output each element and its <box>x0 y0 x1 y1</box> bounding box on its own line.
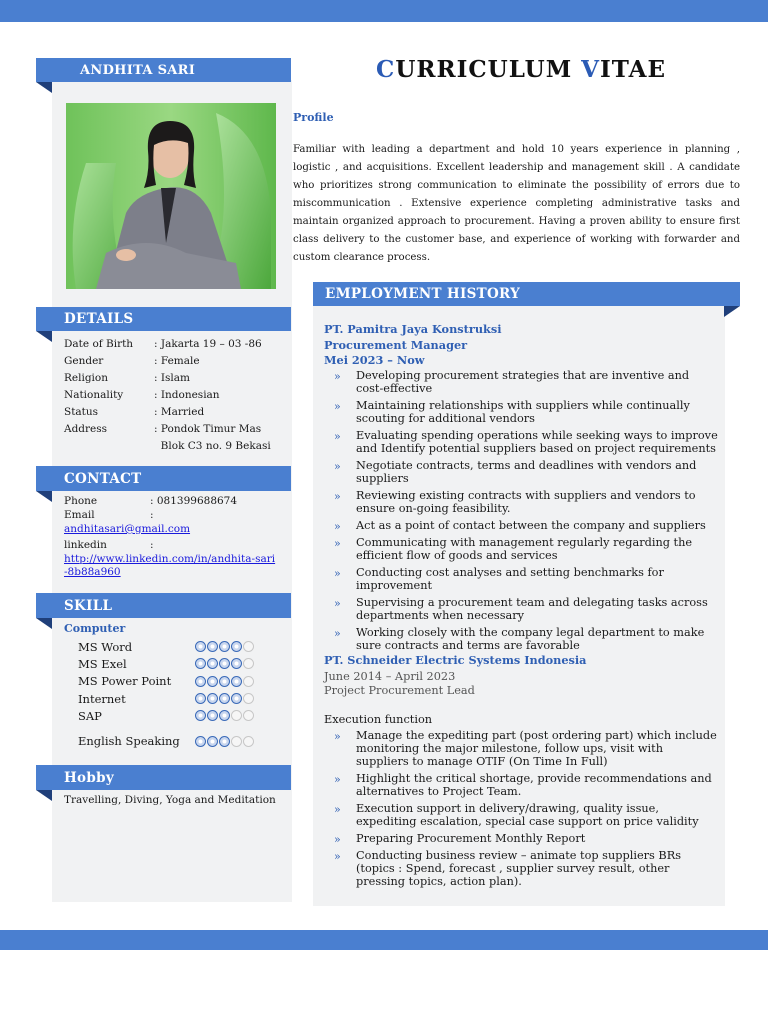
title-initial: V <box>581 56 601 83</box>
duty-text: Preparing Procurement Monthly Report <box>356 832 586 845</box>
rating-dot-icon <box>243 736 254 747</box>
rating-dot-icon <box>243 710 254 721</box>
duty-item <box>324 489 719 515</box>
top-decorative-bar <box>0 0 768 22</box>
job-role: Procurement Manager <box>324 337 468 352</box>
rating-dot-icon <box>243 641 254 652</box>
portrait-image <box>66 103 276 289</box>
skill-rating <box>195 710 254 721</box>
duty-text: Developing procurement strategies that are inventive and cost-effective <box>356 368 690 395</box>
duty-item <box>324 399 719 425</box>
double-chevron-right-icon: » <box>334 459 341 473</box>
detail-value: : Married <box>154 406 205 418</box>
rating-dot-icon <box>219 736 230 747</box>
email-colon: : <box>150 509 154 521</box>
job-company: PT. Schneider Electric Systems Indonesia <box>324 652 587 667</box>
double-chevron-right-icon: » <box>334 850 341 863</box>
duty-text: Negotiate contracts, terms and deadlines with vendors and suppliers <box>356 458 697 485</box>
skill-name: English Speaking <box>78 734 180 749</box>
rating-dot-icon <box>219 641 230 652</box>
detail-label: Status <box>64 406 99 418</box>
job-function-label: Execution function <box>324 713 433 726</box>
detail-row <box>64 404 289 421</box>
rating-dot-icon <box>219 676 230 687</box>
duty-item <box>324 849 719 888</box>
rating-dot-icon <box>207 676 218 687</box>
skill-name: MS Power Point <box>78 674 172 689</box>
detail-row <box>64 438 289 455</box>
detail-value: Blok C3 no. 9 Bekasi <box>154 440 271 452</box>
rating-dot-icon <box>195 676 206 687</box>
rating-dot-icon <box>231 693 242 704</box>
skill-name: SAP <box>78 708 102 723</box>
skill-row <box>78 732 278 749</box>
rating-dot-icon <box>219 710 230 721</box>
double-chevron-right-icon: » <box>334 489 341 503</box>
duty-text: Execution support in delivery/drawing, quality issue, expediting escalation, special case support on price validity <box>356 802 699 828</box>
rating-dot-icon <box>219 658 230 669</box>
double-chevron-right-icon: » <box>334 626 341 640</box>
duty-item <box>324 772 719 798</box>
duty-item <box>324 832 719 845</box>
skill-row <box>78 655 278 672</box>
rating-dot-icon <box>231 658 242 669</box>
skill-name: Internet <box>78 691 126 706</box>
rating-dot-icon <box>243 693 254 704</box>
profile-heading: Profile <box>293 111 334 124</box>
double-chevron-right-icon: » <box>334 730 341 743</box>
duty-text: Conducting cost analyses and setting benchmarks for improvement <box>356 565 664 592</box>
rating-dot-icon <box>195 658 206 669</box>
detail-row <box>64 421 289 438</box>
rating-dot-icon <box>243 676 254 687</box>
job-duties <box>324 729 719 888</box>
double-chevron-right-icon: » <box>334 596 341 610</box>
details-banner <box>36 307 291 331</box>
double-chevron-right-icon: » <box>334 803 341 816</box>
detail-label: Gender <box>64 355 104 367</box>
rating-dot-icon <box>231 710 242 721</box>
contact-heading: CONTACT <box>64 470 142 487</box>
detail-label: Nationality <box>64 389 124 401</box>
detail-value: : Female <box>154 355 200 367</box>
double-chevron-right-icon: » <box>334 536 341 550</box>
skill-rating <box>195 736 254 747</box>
job-duties <box>324 369 719 652</box>
duty-item <box>324 596 719 622</box>
detail-value: : Jakarta 19 – 03 -86 <box>154 338 262 350</box>
hobby-text: Travelling, Diving, Yoga and Meditation <box>64 794 276 806</box>
rating-dot-icon <box>207 710 218 721</box>
duty-item <box>324 459 719 485</box>
detail-row <box>64 370 289 387</box>
contact-list <box>64 495 289 579</box>
rating-dot-icon <box>207 641 218 652</box>
banner-fold <box>36 331 52 342</box>
duty-item <box>324 519 719 532</box>
double-chevron-right-icon: » <box>334 519 341 533</box>
email-label: Email <box>64 509 95 521</box>
duty-item <box>324 429 719 455</box>
job-period: June 2014 – April 2023 <box>324 670 456 683</box>
skill-row <box>78 690 278 707</box>
page-title <box>376 56 666 83</box>
linkedin-label: linkedin <box>64 539 107 551</box>
detail-label: Religion <box>64 372 108 384</box>
detail-label <box>64 438 154 455</box>
skill-rating <box>195 641 254 652</box>
duty-text: Communicating with management regularly regarding the efficient flow of goods and services <box>356 535 693 562</box>
profile-summary: Familiar with leading a department and hold 10 years experience in planning , logistic , and acquisitions. Excellent leadership and management skill . A candidate who prioritizes strong communication to eliminate the possibility of errors due to miscommunication . Extensive experience completing administrative tasks and maintain organized approach to procurement. Having a proven ability to ensure first class delivery to the customer base, and experience of working with forwarder and custom clearance process. <box>293 144 740 263</box>
skill-row <box>78 673 278 690</box>
detail-row <box>64 353 289 370</box>
duty-text: Supervising a procurement team and delegating tasks across departments when necessary <box>356 595 708 622</box>
candidate-name: ANDHITA SARI <box>80 62 196 78</box>
duty-text: Conducting business review – animate top suppliers BRs (topics : Spend, forecast , supplier survey result, other pressing topics, action plan). <box>356 849 682 888</box>
duty-text: Highlight the critical shortage, provide recommendations and alternatives to Project Team. <box>356 772 712 798</box>
skill-banner <box>36 593 291 618</box>
contact-banner <box>36 466 291 491</box>
rating-dot-icon <box>207 736 218 747</box>
rating-dot-icon <box>219 693 230 704</box>
profile-photo <box>66 103 276 289</box>
rating-dot-icon <box>231 641 242 652</box>
title-part: ITAE <box>600 56 667 83</box>
name-banner <box>36 58 291 82</box>
double-chevron-right-icon: » <box>334 566 341 580</box>
rating-dot-icon <box>195 693 206 704</box>
detail-value: : Indonesian <box>154 389 220 401</box>
hobby-banner <box>36 765 291 790</box>
email-link[interactable]: andhitasari@gmail.com <box>64 523 191 535</box>
rating-dot-icon <box>207 658 218 669</box>
duty-item <box>324 536 719 562</box>
detail-label: Address <box>64 423 108 435</box>
bottom-decorative-bar <box>0 930 768 950</box>
duty-text: Evaluating spending operations while seeking ways to improve and Identify potential suppliers based on project requirements <box>356 428 718 455</box>
phone-label: Phone <box>64 495 98 507</box>
double-chevron-right-icon: » <box>334 399 341 413</box>
skill-rating <box>195 693 254 704</box>
skill-subheading: Computer <box>64 622 126 635</box>
rating-dot-icon <box>231 736 242 747</box>
duty-text: Manage the expediting part (post ordering part) which include monitoring the major milestone, follow ups, visit with suppliers to manage OTIF (On Time In Full) <box>356 729 717 768</box>
email-row <box>64 509 289 522</box>
skill-row <box>78 707 278 724</box>
double-chevron-right-icon: » <box>334 369 341 383</box>
duty-item <box>324 626 719 652</box>
rating-dot-icon <box>243 658 254 669</box>
skill-name: MS Exel <box>78 656 127 671</box>
employment-list <box>324 322 719 892</box>
rating-dot-icon <box>195 710 206 721</box>
skill-rating <box>195 676 254 687</box>
detail-row <box>64 387 289 404</box>
linkedin-link[interactable]: http://www.linkedin.com/in/andhita-sari-8b88a960 <box>64 553 276 578</box>
skill-row <box>78 638 278 655</box>
rating-dot-icon <box>195 641 206 652</box>
skill-heading: SKILL <box>64 597 113 614</box>
duty-text: Reviewing existing contracts with suppliers and vendors to ensure on-going feasibility. <box>356 488 696 515</box>
banner-fold <box>36 82 52 93</box>
rating-dot-icon <box>207 693 218 704</box>
banner-fold <box>36 491 52 502</box>
details-list <box>64 336 289 455</box>
banner-fold <box>36 618 52 629</box>
double-chevron-right-icon: » <box>334 429 341 443</box>
banner-fold <box>36 790 52 801</box>
detail-value: : Islam <box>154 372 190 384</box>
skill-name: MS Word <box>78 639 133 654</box>
phone-value: : 081399688674 <box>150 495 238 507</box>
duty-text: Act as a point of contact between the company and suppliers <box>356 518 706 532</box>
hobby-heading: Hobby <box>64 769 114 786</box>
detail-row <box>64 336 289 353</box>
job-period: Mei 2023 – Now <box>324 353 425 367</box>
job-company: PT. Pamitra Jaya Konstruksi <box>324 322 502 336</box>
duty-text: Maintaining relationships with suppliers while continually scouting for additional vendors <box>356 398 690 425</box>
job-role: Project Procurement Lead <box>324 684 475 697</box>
rating-dot-icon <box>195 736 206 747</box>
double-chevron-right-icon: » <box>334 773 341 786</box>
employment-heading: EMPLOYMENT HISTORY <box>325 286 521 302</box>
phone-row <box>64 495 289 508</box>
skill-list <box>78 638 278 750</box>
employment-banner <box>313 282 740 306</box>
detail-value: : Pondok Timur Mas <box>154 423 262 435</box>
duty-item <box>324 369 719 395</box>
linkedin-colon: : <box>150 539 154 551</box>
skill-rating <box>195 658 254 669</box>
title-part: URRICULUM <box>395 56 582 83</box>
duty-item <box>324 802 719 828</box>
banner-fold <box>724 306 740 317</box>
detail-label: Date of Birth <box>64 338 134 350</box>
title-initial: C <box>376 56 396 83</box>
duty-text: Working closely with the company legal department to make sure contracts and terms are favorable <box>356 625 705 652</box>
linkedin-row <box>64 539 289 552</box>
duty-item <box>324 729 719 768</box>
rating-dot-icon <box>231 676 242 687</box>
duty-item <box>324 566 719 592</box>
details-heading: DETAILS <box>64 311 134 327</box>
double-chevron-right-icon: » <box>334 833 341 846</box>
